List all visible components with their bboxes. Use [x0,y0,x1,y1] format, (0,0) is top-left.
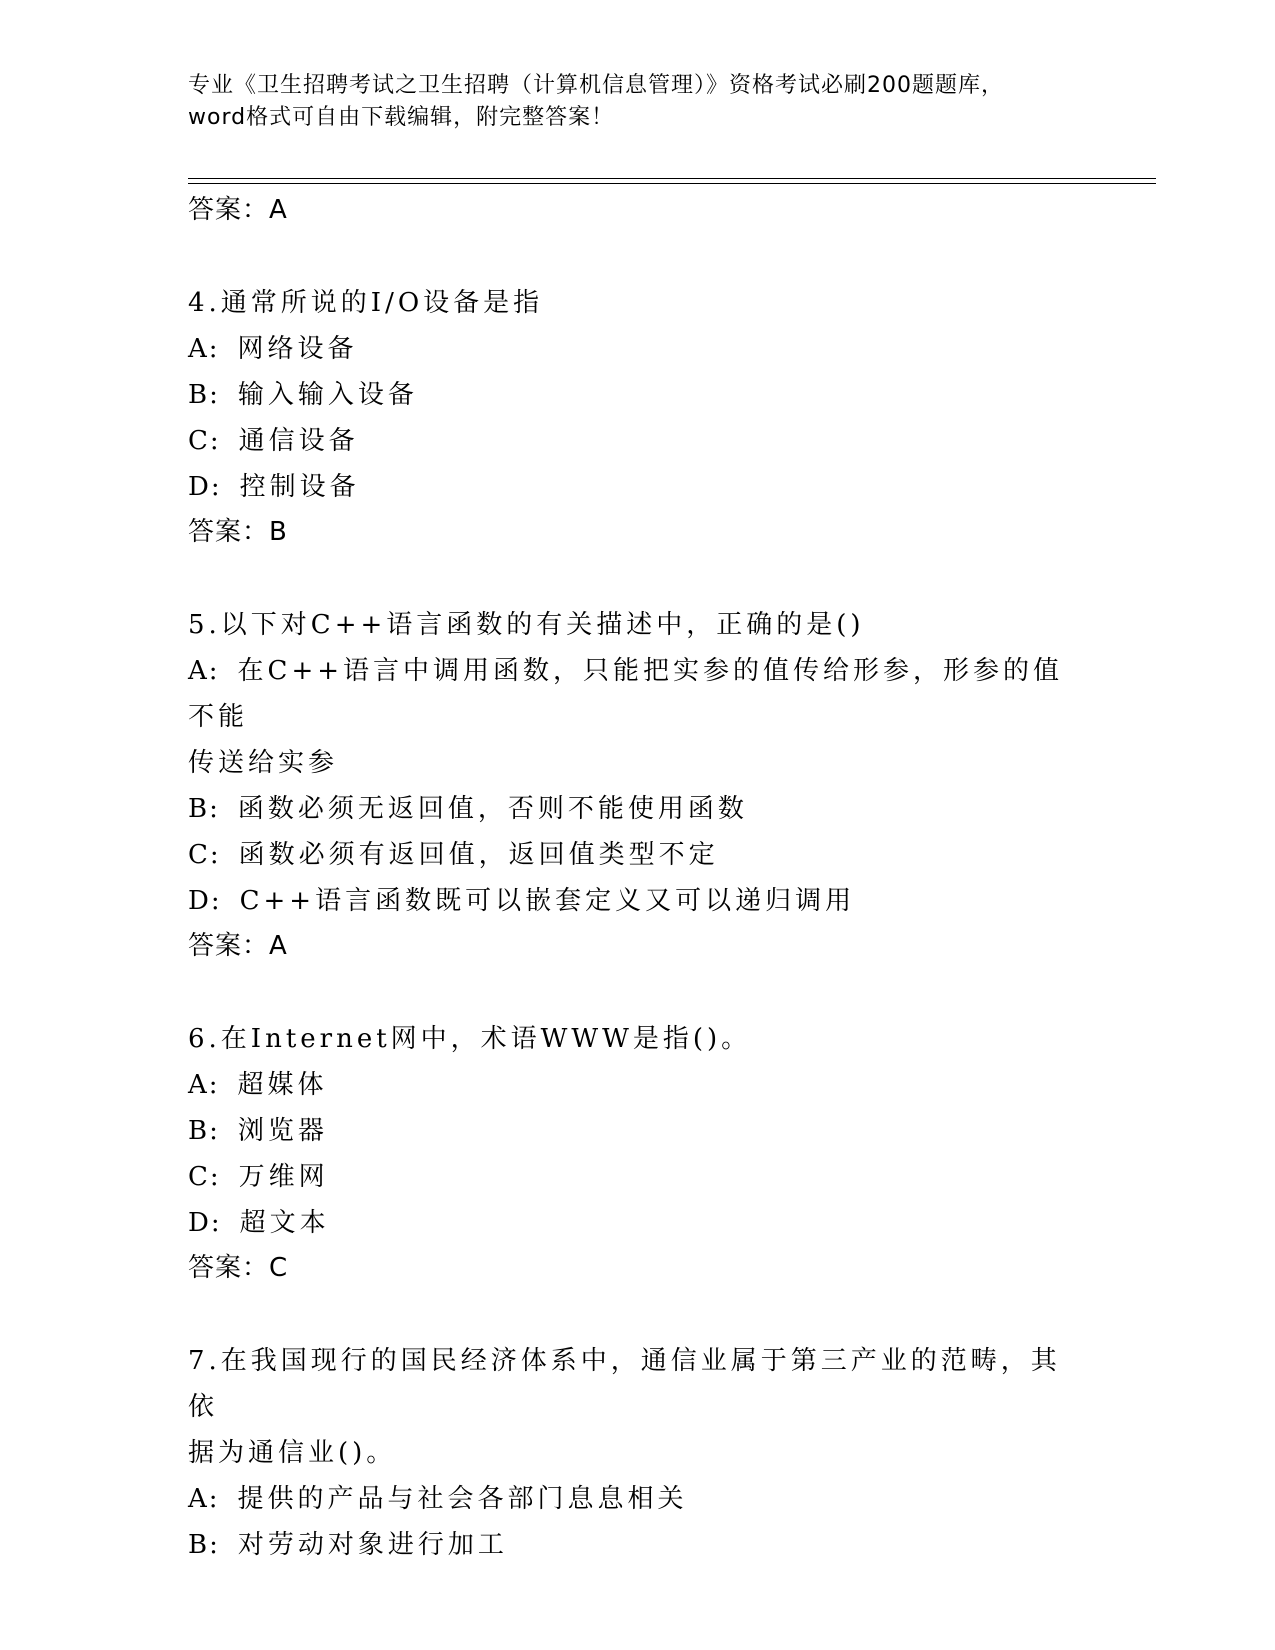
option-text: 超文本 [239,1208,330,1238]
question-stem-continuation: 据为通信业()。 [188,1438,397,1468]
question-stem: 6.在Internet网中，术语WWW是指()。 [188,1024,752,1054]
option-text: C++语言函数既可以嵌套定义又可以递归调用 [239,886,856,916]
option-b [188,372,1088,418]
option-key: C: [188,840,221,870]
header-divider-top [188,178,1156,179]
answer-label: 答案：A [188,195,288,225]
option-key: C: [188,1162,221,1192]
option-key: B: [188,1116,220,1146]
option-key: A: [188,334,220,364]
answer-label: 答案：B [188,517,288,547]
question-stem: 7.在我国现行的国民经济体系中，通信业属于第三产业的范畴，其依 [188,1346,1061,1422]
option-a-continuation: 传送给实参 [188,748,339,778]
option-key: B: [188,1530,220,1560]
option-key: D: [188,886,222,916]
option-text: 在C++语言中调用函数，只能把实参的值传给形参，形参的值不能 [188,656,1064,732]
option-b [188,786,1088,832]
option-key: A: [188,656,220,686]
option-text: 通信设备 [238,426,359,456]
option-b [188,1108,1088,1154]
option-a [188,648,1088,740]
option-text: 输入输入设备 [237,380,418,410]
option-text: 函数必须无返回值，否则不能使用函数 [237,794,748,824]
header-line-2: word格式可自由下载编辑，附完整答案！ [188,105,615,130]
document-body [188,188,1088,1568]
option-b [188,1522,1088,1568]
option-key: D: [188,1208,222,1238]
option-key: C: [188,426,221,456]
question-block [188,602,1088,968]
option-text: 超媒体 [237,1070,328,1100]
option-key: A: [188,1070,220,1100]
option-c [188,832,1088,878]
option-key: B: [188,380,220,410]
option-d [188,878,1088,924]
answer-label: 答案：A [188,931,288,961]
option-d [188,464,1088,510]
option-c [188,1154,1088,1200]
question-stem: 5.以下对C++语言函数的有关描述中，正确的是() [188,610,865,640]
option-c [188,418,1088,464]
document-header [188,70,1088,134]
option-text: 对劳动对象进行加工 [237,1530,508,1560]
option-text: 网络设备 [237,334,358,364]
option-key: B: [188,794,220,824]
option-a [188,1062,1088,1108]
option-key: D: [188,472,222,502]
option-key: A: [188,1484,220,1514]
option-text: 控制设备 [239,472,360,502]
option-a [188,1476,1088,1522]
option-text: 浏览器 [237,1116,328,1146]
question-block [188,280,1088,554]
header-line-1: 专业《卫生招聘考试之卫生招聘（计算机信息管理）》资格考试必刷200题题库， [188,73,1004,98]
question-stem: 4.通常所说的I/O设备是指 [188,288,544,318]
question-block [188,1338,1088,1568]
option-a [188,326,1088,372]
option-text: 提供的产品与社会各部门息息相关 [237,1484,688,1514]
header-divider-bottom [188,183,1156,184]
option-text: 万维网 [238,1162,329,1192]
answer-label: 答案：C [188,1253,289,1283]
option-text: 函数必须有返回值，返回值类型不定 [238,840,719,870]
option-d [188,1200,1088,1246]
question-block [188,1016,1088,1290]
